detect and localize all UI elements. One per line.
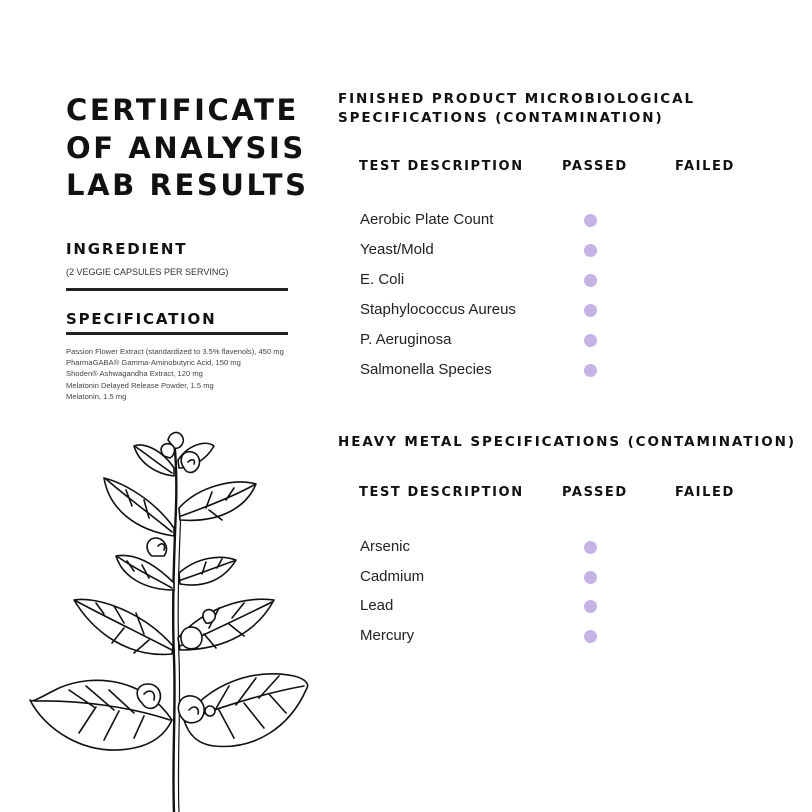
passed-indicator-dot <box>584 630 597 643</box>
heading-line: SPECIFICATIONS (CONTAMINATION) <box>338 110 664 126</box>
table-row <box>360 271 760 301</box>
heavy-metal-heading <box>338 433 796 452</box>
table-row <box>360 568 760 598</box>
test-name: E. Coli <box>360 271 405 288</box>
column-header-passed: PASSED <box>562 159 628 174</box>
table-row <box>360 301 760 331</box>
test-name: Lead <box>360 597 394 615</box>
test-name: Yeast/Mold <box>360 241 434 258</box>
title-line: CERTIFICATE <box>66 93 299 127</box>
specification-item: Shoden® Ashwagandha Extract, 120 mg <box>66 369 203 379</box>
specification-heading: SPECIFICATION <box>66 310 217 328</box>
test-name: P. Aeruginosa <box>360 331 452 348</box>
passed-indicator-dot <box>584 214 597 227</box>
test-name: Aerobic Plate Count <box>360 211 494 228</box>
test-name: Salmonella Species <box>360 361 492 378</box>
table-row <box>360 241 760 271</box>
column-header-test-description: TEST DESCRIPTION <box>359 159 524 174</box>
passed-indicator-dot <box>584 364 597 377</box>
ingredient-heading: INGREDIENT <box>66 240 188 258</box>
test-name: Arsenic <box>360 538 411 555</box>
table-row <box>360 331 760 361</box>
specification-item: PharmaGABA® Gamma-Aminobutyric Acid, 150 mg <box>66 358 241 368</box>
divider <box>66 332 288 335</box>
table-row <box>360 361 760 391</box>
test-name: Cadmium <box>360 567 425 585</box>
passed-indicator-dot <box>584 304 597 317</box>
passed-indicator-dot <box>584 541 597 554</box>
title-line: OF ANALYSIS <box>66 130 306 165</box>
serving-note: (2 VEGGIE CAPSULES PER SERVING) <box>66 267 229 277</box>
specification-item: Melatonin Delayed Release Powder, 1.5 mg <box>66 380 214 390</box>
specification-item: Passion Flower Extract (standardized to 3.5% flavenols), 450 mg <box>66 347 284 356</box>
specification-list <box>66 346 284 402</box>
test-name: Mercury <box>360 627 415 645</box>
passed-indicator-dot <box>584 571 597 584</box>
microbiological-heading <box>338 90 695 128</box>
passed-indicator-dot <box>584 274 597 287</box>
column-header-failed: FAILED <box>675 159 735 174</box>
passed-indicator-dot <box>584 244 597 257</box>
title-line: LAB RESULTS <box>66 168 309 202</box>
specification-item: Melatonin, 1.5 mg <box>66 391 127 401</box>
column-header-passed: PASSED <box>562 485 628 500</box>
table-row <box>360 597 760 627</box>
column-header-test-description: TEST DESCRIPTION <box>359 485 524 500</box>
table-row <box>360 211 760 241</box>
passed-indicator-dot <box>584 334 597 347</box>
test-name: Staphylococcus Aureus <box>360 301 516 318</box>
column-header-failed: FAILED <box>675 485 735 500</box>
divider <box>66 288 288 291</box>
heading-line: FINISHED PRODUCT MICROBIOLOGICAL <box>338 91 695 107</box>
page-title <box>66 92 326 205</box>
passed-indicator-dot <box>584 600 597 613</box>
table-row <box>360 538 760 568</box>
ashwagandha-plant-illustration <box>24 428 314 812</box>
table-row <box>360 627 760 657</box>
heading-line: HEAVY METAL SPECIFICATIONS (CONTAMINATION) <box>338 434 796 450</box>
